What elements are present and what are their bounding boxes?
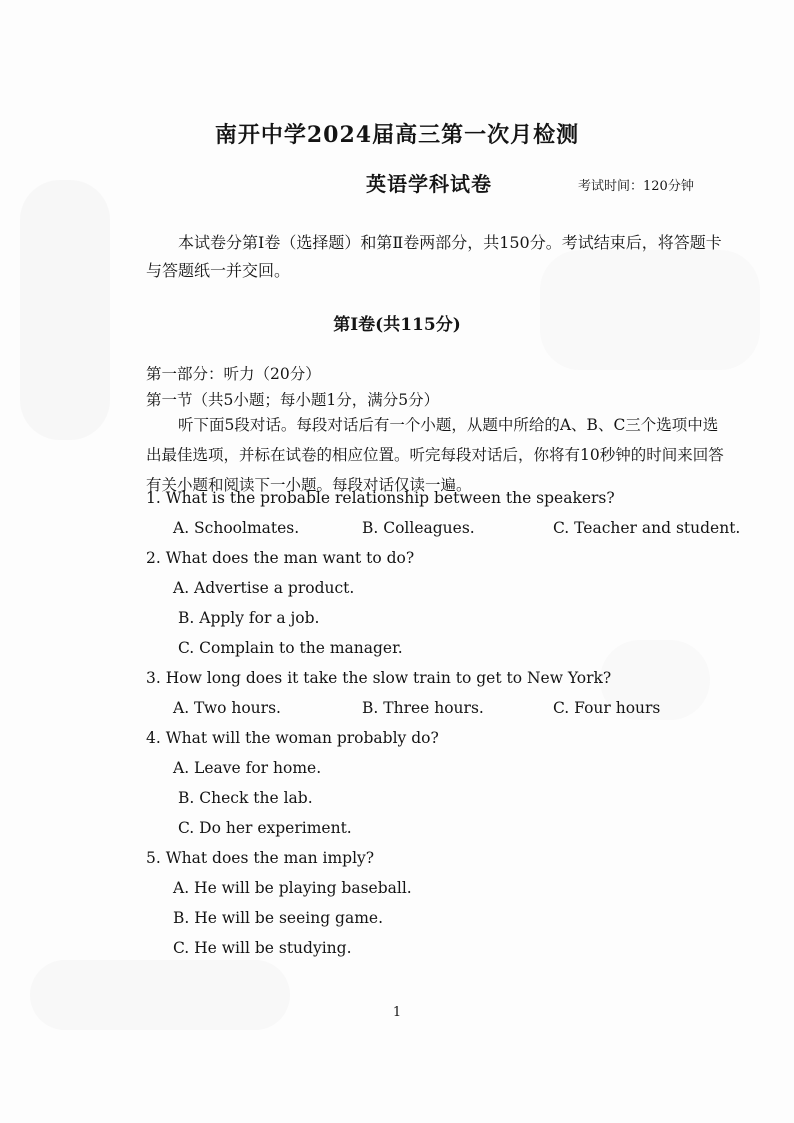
page-subtitle: 英语学科试卷 <box>366 172 492 196</box>
question-option: A. Two hours. <box>173 699 281 717</box>
question-stem: 3. How long does it take the slow train to get to New York? <box>146 669 612 687</box>
question-option: B. Three hours. <box>362 699 484 717</box>
question-stem: 4. What will the woman probably do? <box>146 729 439 747</box>
question-option: A. Leave for home. <box>173 759 322 777</box>
listening-instructions: 听下面5段对话。每段对话后有一个小题，从题中所给的A、B、C三个选项中选出最佳选项，并标在试卷的相应位置。听完每段对话后，你将有10秒钟的时间来回答有关小题和阅读下一小题。每段对话仅读一遍。 <box>146 416 724 494</box>
question-option: C. Do her experiment. <box>178 819 352 837</box>
page-number: 1 <box>392 1005 402 1020</box>
question-option: A. Advertise a product. <box>173 579 355 597</box>
question-option: A. Schoolmates. <box>173 519 300 537</box>
question-option: A. He will be playing baseball. <box>173 879 412 897</box>
question-stem: 1. What is the probable relationship between the speakers? <box>146 489 615 507</box>
subsection-heading: 第一节（共5小题；每小题1分，满分5分） <box>146 391 440 409</box>
question-option: B. Apply for a job. <box>178 609 320 627</box>
intro-paragraph: 本试卷分第Ⅰ卷（选择题）和第Ⅱ卷两部分，共150分。考试结束后，将答题卡与答题纸一并交回。 <box>146 233 722 280</box>
question-stem: 5. What does the man imply? <box>146 849 375 867</box>
question-option: B. Colleagues. <box>362 519 475 537</box>
page-title: 南开中学2024届高三第一次月检测 <box>214 122 580 148</box>
question-option: B. He will be seeing game. <box>173 909 383 927</box>
section-heading: 第一部分：听力（20分） <box>146 365 321 383</box>
question-option: C. Four hours <box>553 699 661 717</box>
part-title: 第Ⅰ卷(共115分) <box>333 315 461 335</box>
question-option: B. Check the lab. <box>178 789 313 807</box>
question-option: C. He will be studying. <box>173 939 352 957</box>
question-option: C. Complain to the manager. <box>178 639 403 657</box>
question-stem: 2. What does the man want to do? <box>146 549 415 567</box>
question-option: C. Teacher and student. <box>553 519 741 537</box>
exam-time: 考试时间：120分钟 <box>578 179 694 194</box>
